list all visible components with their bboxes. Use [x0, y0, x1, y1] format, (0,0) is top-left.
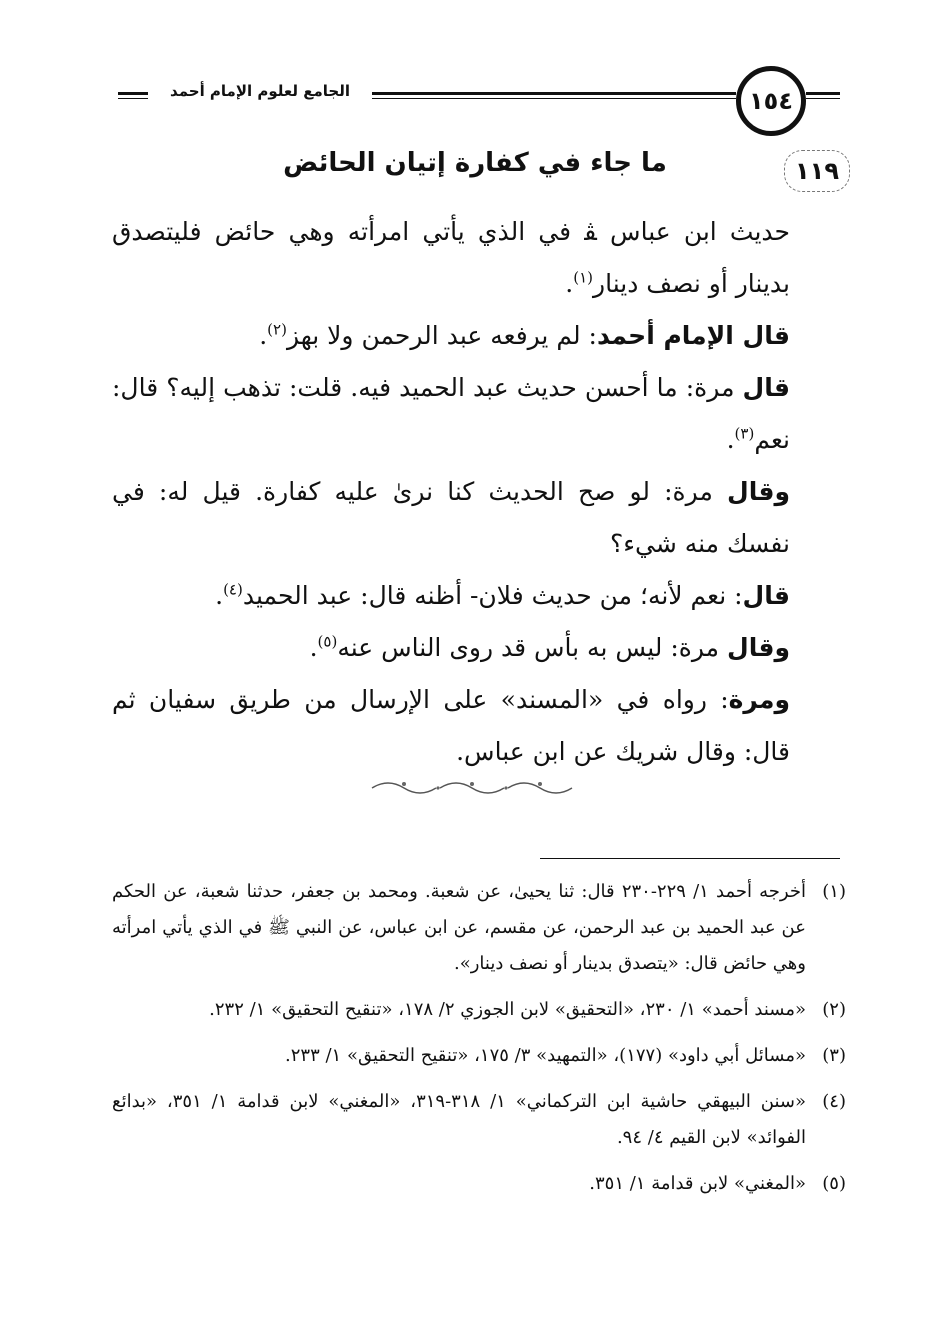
paragraph-1-text: حديث ابن عباس ﭭ في الذي يأتي امرأته وهي حائض فليتصدق بدينار أو نصف دينار [112, 217, 790, 298]
speaker-label: قال [742, 373, 790, 402]
footnote-5 [112, 1166, 846, 1202]
footnotes [112, 874, 846, 1212]
section-number: ١١٩ [784, 150, 850, 192]
footnote-number: (٢) [822, 999, 846, 1020]
footnote-ref-5[interactable]: (٥) [317, 632, 338, 651]
footnote-4 [112, 1084, 846, 1156]
paragraph-6: وقال مرة: ليس به بأس قد روى الناس عنه$^{(٥)}$. [309, 632, 790, 662]
footnote-number: (١) [822, 881, 846, 902]
speaker-label: وقال [727, 633, 790, 662]
footnote-ref-4[interactable]: (٤) [223, 580, 243, 599]
footnote-ref-2[interactable]: (٢) [267, 320, 287, 339]
header-rule-middle [372, 92, 736, 95]
footnote-number: (٤) [822, 1091, 846, 1112]
paragraph-3-text: مرة: ما أحسن حديث عبد الحميد فيه. قلت: تذهب إليه؟ قال: نعم [112, 373, 790, 454]
speaker-label: وقال [727, 477, 790, 506]
header-rule-left [118, 92, 148, 95]
paragraph-2: قال الإمام أحمد: لم يرفعه عبد الرحمن ولا بهز$^{(٢)}$. [259, 320, 790, 350]
footnote-text: «مسند أحمد» ١/ ٢٣٠، «التحقيق» لابن الجوزي ٢/ ١٧٨، «تنقيح التحقيق» ١/ ٢٣٢. [209, 999, 806, 1020]
paragraph-7 [112, 674, 840, 778]
paragraph-1: حديث ابن عباس ﭭ في الذي يأتي امرأته وهي حائض فليتصدق بدينار أو نصف دينار$^{(١)}$. [112, 217, 790, 298]
footnote-ref-1[interactable]: (١) [573, 268, 594, 287]
ornament-divider-icon [368, 776, 580, 796]
section-title: ما جاء في كفارة إتيان الحائض [283, 148, 667, 178]
footnote-1 [112, 874, 846, 982]
paragraph-4 [112, 466, 840, 570]
page-number: ١٥٤ [736, 66, 806, 136]
paragraph-2-text: : لم يرفعه عبد الرحمن ولا بهز [286, 321, 597, 350]
paragraph-3: قال مرة: ما أحسن حديث عبد الحميد فيه. قلت: تذهب إليه؟ قال: نعم$^{(٣)}$. [112, 373, 790, 454]
paragraph-5-text: : نعم لأنه؛ من حديث فلان- أظنه قال: عبد الحميد [242, 581, 743, 610]
footnote-ref-3[interactable]: (٣) [734, 424, 755, 443]
speaker-label: قال الإمام أحمد [596, 321, 790, 350]
footnote-text: أخرجه أحمد ١/ ٢٢٩-٢٣٠ قال: ثنا يحيىٰ، عن شعبة. ومحمد بن جعفر، حدثنا شعبة، عن الحكم عن عبد الحميد بن عبد الرحمن، عن مقسم، عن ابن عباس، عن النبي ﷺ في الذي يأتي امرأته وهي حائض قال: «يتصدق بدينار أو نصف دينار». [112, 881, 806, 974]
header-rule-right-thin [806, 98, 840, 99]
paragraph-7-text: : رواه في «المسند» على الإرسال من طريق سفيان ثم قال: وقال شريك عن ابن عباس. [112, 685, 790, 766]
footnote-number: (٣) [822, 1045, 846, 1066]
footnote-3 [112, 1038, 846, 1074]
footnote-separator [540, 858, 840, 859]
header-rule-middle-thin [372, 98, 736, 99]
footnote-2 [112, 992, 846, 1028]
footnote-number: (٥) [822, 1173, 846, 1194]
speaker-label: ومرة [728, 685, 790, 714]
speaker-label: قال [742, 581, 790, 610]
footnote-text: «المغني» لابن قدامة ١/ ٣٥١. [589, 1173, 806, 1194]
header-rule-right [806, 92, 840, 95]
footnote-text: «سنن البيهقي حاشية ابن التركماني» ١/ ٣١٨-٣١٩، «المغني» لابن قدامة ١/ ٣٥١، «بدائع الفوائد» لابن القيم ٤/ ٩٤. [112, 1091, 806, 1148]
footnote-text: «مسائل أبي داود» (١٧٧)، «التمهيد» ٣/ ١٧٥، «تنقيح التحقيق» ١/ ٢٣٣. [285, 1045, 806, 1066]
paragraph-4-text: مرة: لو صح الحديث كنا نرىٰ عليه كفارة. قيل له: في نفسك منه شيء؟ [112, 477, 790, 558]
header-rule-left-thin [118, 98, 148, 99]
paragraph-5: قال: نعم لأنه؛ من حديث فلان- أظنه قال: عبد الحميد$^{(٤)}$. [215, 580, 790, 610]
paragraph-6-text: مرة: ليس به بأس قد روى الناس عنه [337, 633, 727, 662]
body-text [112, 206, 840, 778]
running-title: الجامع لعلوم الإمام أحمد [170, 82, 350, 100]
